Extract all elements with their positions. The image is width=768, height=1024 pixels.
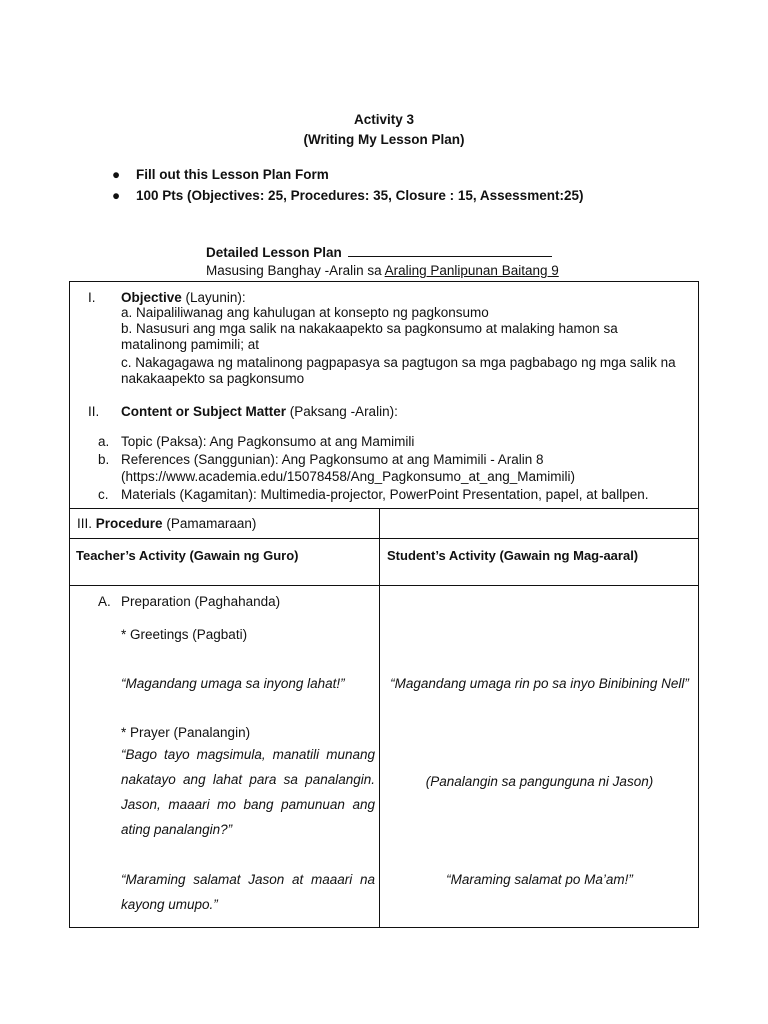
objective-heading-en: Objective: [121, 290, 182, 305]
procedure-column-divider: [379, 508, 380, 928]
student-thanks: “Maraming salamat po Ma’am!”: [446, 872, 633, 887]
procedure-numeral: III.: [77, 516, 93, 531]
student-prayer: (Panalangin sa pangunguna ni Jason): [425, 774, 654, 789]
procedure-row-divider: [69, 538, 699, 539]
content-item-text: Topic (Paksa): Ang Pagkonsumo at ang Mamimili: [121, 434, 415, 449]
plan-subject: Araling Panlipunan Baitang 9: [384, 263, 559, 278]
objective-heading-tl: (Layunin):: [185, 290, 246, 305]
objective-line: nakakaapekto sa pagkonsumo: [121, 371, 305, 386]
objective-line: b. Nasusuri ang mga salik na nakakaapekto sa pagkonsumo at malaking hamon sa: [121, 321, 618, 336]
objective-numeral: I.: [88, 290, 96, 305]
objective-line: c. Nakagagawa ng matalinong pagpapasya sa pagtugon sa mga pagbabago ng mga salik na: [121, 355, 676, 370]
objective-heading: [121, 290, 246, 306]
bullet-dot-icon: ●: [112, 188, 121, 203]
objective-line: a. Naipaliliwanag ang kahulugan at konsepto ng pagkonsumo: [121, 305, 489, 320]
procedure-heading-en: Procedure: [95, 516, 163, 531]
plan-label: Detailed Lesson Plan: [206, 245, 342, 260]
bullet-dot-icon: ●: [112, 167, 121, 182]
plan-name-blank: [348, 244, 552, 257]
teacher-prayer-line: “Bago tayo magsimula, manatili munang: [121, 747, 375, 762]
prayer-label: * Prayer (Panalangin): [121, 725, 251, 740]
bullet-item: [112, 167, 329, 182]
greetings-label: * Greetings (Pagbati): [121, 627, 248, 642]
teacher-prayer-line: nakatayo ang lahat para sa panalangin.: [121, 772, 375, 787]
content-item-marker: c.: [98, 487, 109, 502]
objective-line: matalinong pamimili; at: [121, 337, 260, 352]
bullet-item: [112, 188, 583, 203]
bullet-text: Fill out this Lesson Plan Form: [136, 167, 329, 182]
content-heading-tl: (Paksang -Aralin):: [289, 404, 398, 419]
preparation-marker: A.: [98, 594, 111, 609]
teacher-greeting: “Magandang umaga sa inyong lahat!”: [121, 676, 345, 691]
activity-title: Activity 3: [353, 112, 415, 127]
content-item-text: (https://www.academia.edu/15078458/Ang_Pagkonsumo_at_ang_Mamimili): [121, 469, 576, 484]
content-item-marker: b.: [98, 452, 110, 467]
student-activity-header: Student’s Activity (Gawain ng Mag-aaral): [387, 548, 639, 563]
bullet-text: 100 Pts (Objectives: 25, Procedures: 35, Closure : 15, Assessment:25): [136, 188, 584, 203]
teacher-thanks-line: kayong umupo.”: [121, 897, 218, 912]
procedure-row-divider: [69, 585, 699, 586]
content-item-text: References (Sanggunian): Ang Pagkonsumo at ang Mamimili - Aralin 8: [121, 452, 544, 467]
student-greeting: “Magandang umaga rin po sa inyo Binibining Nell”: [390, 676, 689, 691]
content-item-text: Materials (Kagamitan): Multimedia-projector, PowerPoint Presentation, papel, at ballpen.: [121, 487, 649, 502]
procedure-heading-tl: (Pamamaraan): [166, 516, 257, 531]
content-heading: [121, 404, 398, 420]
plan-label-line: [206, 244, 552, 260]
content-numeral: II.: [88, 404, 100, 419]
plan-subtitle-line: [206, 263, 559, 278]
teacher-prayer-line: ating panalangin?”: [121, 822, 233, 837]
content-item-marker: a.: [98, 434, 110, 449]
content-heading-en: Content or Subject Matter: [121, 404, 287, 419]
plan-subtitle-prefix: Masusing Banghay -Aralin sa: [206, 263, 382, 278]
preparation-label: Preparation (Paghahanda): [121, 594, 281, 609]
activity-subtitle: (Writing My Lesson Plan): [303, 132, 465, 147]
teacher-prayer-line: Jason, maaari mo bang pamunuan ang: [121, 797, 375, 812]
procedure-heading: [77, 516, 256, 532]
teacher-thanks-line: “Maraming salamat Jason at maaari na: [121, 872, 375, 887]
procedure-table: [69, 508, 699, 928]
teacher-activity-header: Teacher’s Activity (Gawain ng Guro): [76, 548, 299, 563]
